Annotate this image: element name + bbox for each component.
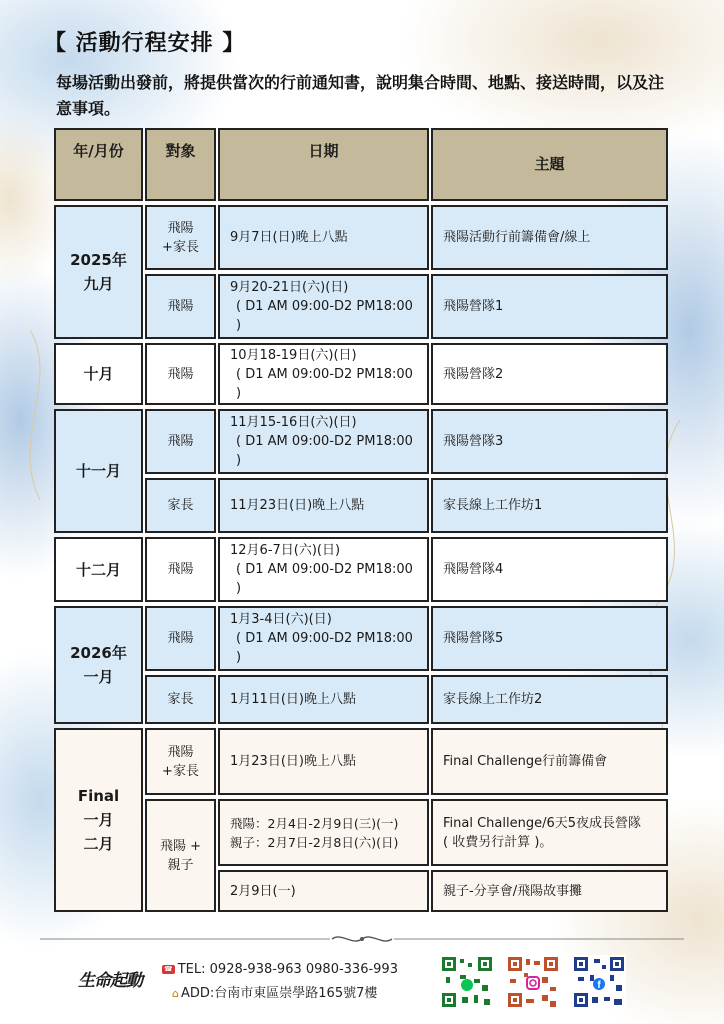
time-range: ( D1 AM 09:00-D2 PM18:00 ) bbox=[236, 366, 413, 401]
target-label: +家長 bbox=[162, 239, 199, 255]
month-cell-dec: 十二月 bbox=[54, 537, 143, 602]
header-month: 年/月份 bbox=[54, 128, 143, 201]
target-cell: 飛陽 bbox=[145, 409, 216, 474]
date-line: 12月6-7日(六)(日) bbox=[230, 543, 341, 558]
month-cell-oct: 十月 bbox=[54, 343, 143, 405]
svg-text:f: f bbox=[597, 980, 601, 991]
time-range: ( D1 AM 09:00-D2 PM18:00 ) bbox=[236, 631, 413, 665]
phone-icon: ☎ bbox=[164, 965, 173, 973]
ornament-divider bbox=[40, 934, 684, 944]
time-range: ( D1 AM 09:00-D2 PM18:00 ) bbox=[236, 562, 413, 596]
schedule-table bbox=[54, 128, 670, 916]
date-cell: 1月11日(日)晚上八點 bbox=[218, 675, 429, 724]
target-label: 飛陽 bbox=[167, 220, 194, 236]
brand-logo: 生命起動 bbox=[78, 971, 142, 991]
date-cell bbox=[218, 274, 429, 339]
time-range: ( D1 AM 09:00-D2 PM18:00 ) bbox=[236, 434, 413, 468]
target-label: 親子 bbox=[167, 857, 194, 873]
topic-cell: Final Challenge行前籌備會 bbox=[431, 728, 668, 795]
date-cell bbox=[218, 537, 429, 602]
month-year-label: 2025年 bbox=[70, 251, 127, 269]
date-cell bbox=[218, 606, 429, 671]
date-line: 10月18-19日(六)(日) bbox=[230, 347, 357, 363]
topic-cell: 親子-分享會/飛陽故事攤 bbox=[431, 870, 668, 912]
date-cell bbox=[218, 409, 429, 474]
topic-line: Final Challenge/6天5夜成長營隊 bbox=[443, 815, 642, 831]
target-cell: 飛陽 bbox=[145, 606, 216, 671]
home-icon: ⌂ bbox=[172, 987, 179, 1000]
date-line: 親子：2月7日-2月8日(六)(日) bbox=[230, 834, 399, 850]
topic-cell bbox=[431, 799, 668, 866]
topic-cell: 家長線上工作坊1 bbox=[431, 478, 668, 533]
target-label: +家長 bbox=[162, 763, 199, 779]
month-label: 一月 bbox=[83, 811, 114, 829]
month-cell-sep-2025 bbox=[54, 205, 143, 339]
line-qr-icon[interactable] bbox=[440, 955, 494, 1009]
topic-cell: 飛陽營隊5 bbox=[431, 606, 668, 671]
date-cell: 2月9日(一) bbox=[218, 870, 429, 912]
month-cell-nov: 十一月 bbox=[54, 409, 143, 533]
target-label: 飛陽 + bbox=[159, 838, 202, 854]
facebook-qr-icon[interactable] bbox=[572, 955, 626, 1009]
target-cell: 飛陽 bbox=[145, 274, 216, 339]
date-line: 1月3-4日(六)(日) bbox=[230, 612, 332, 627]
topic-cell: 飛陽活動行前籌備會/線上 bbox=[431, 205, 668, 270]
target-cell: 飛陽 bbox=[145, 343, 216, 405]
topic-cell: 飛陽營隊3 bbox=[431, 409, 668, 474]
tel-value: 0928-938-963 0980-336-993 bbox=[209, 962, 398, 977]
date-cell: 1月23日(日)晚上八點 bbox=[218, 728, 429, 795]
month-label: 一月 bbox=[83, 668, 114, 686]
topic-line: ( 收費另行計算 )。 bbox=[443, 834, 553, 850]
date-line: 9月20-21日(六)(日) bbox=[230, 280, 349, 295]
date-cell: 11月23日(日)晚上八點 bbox=[218, 478, 429, 533]
header-target: 對象 bbox=[145, 128, 216, 201]
date-line: 飛陽：2月4日-2月9日(三)(一) bbox=[230, 815, 399, 831]
month-cell-jan-2026 bbox=[54, 606, 143, 724]
topic-cell: 飛陽營隊2 bbox=[431, 343, 668, 405]
addr-label: ADD: bbox=[180, 986, 215, 1001]
date-line: 11月15-16日(六)(日) bbox=[230, 415, 357, 430]
month-cell-final bbox=[54, 728, 143, 912]
target-cell bbox=[145, 728, 216, 795]
addr-value: 台南市東區崇學路165號7樓 bbox=[214, 986, 378, 1001]
header-date: 日期 bbox=[218, 128, 429, 201]
instagram-qr-icon[interactable] bbox=[506, 955, 560, 1009]
time-range: ( D1 AM 09:00-D2 PM18:00 ) bbox=[236, 299, 413, 333]
month-label: 二月 bbox=[83, 835, 114, 853]
month-year-label: 2026年 bbox=[70, 644, 127, 662]
topic-cell: 家長線上工作坊2 bbox=[431, 675, 668, 724]
target-cell bbox=[145, 205, 216, 270]
final-label: Final bbox=[77, 787, 120, 805]
target-cell: 家長 bbox=[145, 478, 216, 533]
month-label: 九月 bbox=[83, 275, 114, 293]
tel-label: TEL: bbox=[177, 962, 206, 977]
date-cell bbox=[218, 343, 429, 405]
target-cell: 家長 bbox=[145, 675, 216, 724]
intro-paragraph: 每場活動出發前，將提供當次的行前通知書，說明集合時間、地點、接送時間，以及注意事項。 bbox=[56, 73, 665, 118]
target-cell bbox=[145, 799, 216, 912]
page-title: 【 活動行程安排 】 bbox=[44, 31, 246, 56]
contact-address bbox=[172, 982, 377, 1001]
header-topic: 主題 bbox=[431, 128, 668, 201]
contact-phone bbox=[162, 962, 398, 977]
topic-cell: 飛陽營隊4 bbox=[431, 537, 668, 602]
date-cell bbox=[218, 799, 429, 866]
date-cell: 9月7日(日)晚上八點 bbox=[218, 205, 429, 270]
target-cell: 飛陽 bbox=[145, 537, 216, 602]
target-label: 飛陽 bbox=[167, 744, 194, 760]
topic-cell: 飛陽營隊1 bbox=[431, 274, 668, 339]
